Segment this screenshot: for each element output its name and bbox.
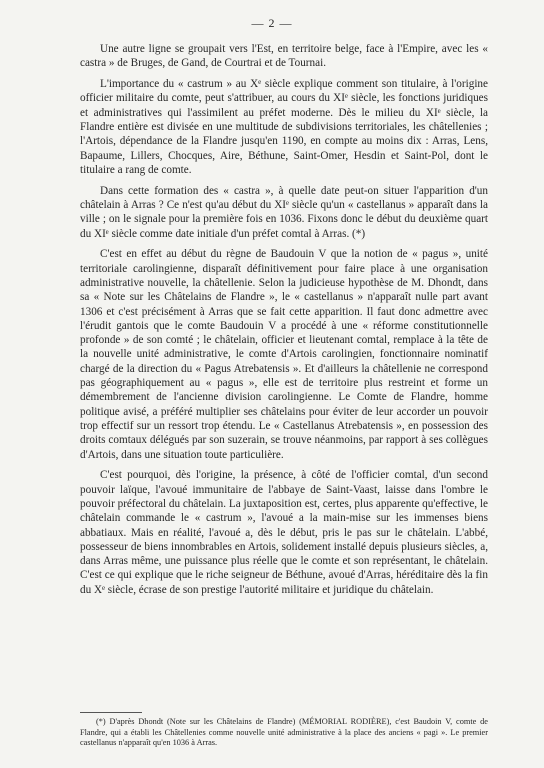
paragraph-3: Dans cette formation des « castra », à quelle date peut-on situer l'apparition d'un châtelain à Arras ? Ce n'est qu'au début du XIᵉ siècle qu'un « castellanus » apparaît dans la ville ; on le signale pour la première fois en 1036. Fixons donc le début du deuxième quart du XIᵉ siècle comme date initiale d'un préfet comtal à Arras. (*): [80, 184, 488, 240]
paragraph-4: C'est en effet au début du règne de Baudouin V que la notion de « pagus », unité territoriale carolingienne, disparaît définitivement pour faire place à une organisation administrative nouvelle, la châtellenie. Selon la judicieuse hypothèse de M. Dhondt, dans sa « Note sur les Châtelains de Flandre », le « castellanus » n'apparaît nulle part avant 1306 et c'est précisément à Arras que se fait cette apparition. Il faut donc admettre avec l'érudit gantois que le comte Baudouin V a procédé à une « réforme constitutionnelle profonde » de son comté ; le châtelain, officier et lieutenant comtal, remplace à la tête de la nouvelle unité administrative, le comte d'Artois carolingien, fonctionnaire nominatif chargé de la direction du « Pagus Atrebatensis ». Et d'ailleurs la châtellenie ne correspond pas géographiquement au « pagus », elle est de territoire plus restreint et forme un démembrement de l'ancienne division carolingienne. Le Comte de Flandre, homme politique avisé, a préféré multiplier ses châtelains pour éviter de leur accorder un pouvoir trop effectif sur un ressort trop étendu. Le « Castellanus Atrebatensis », en possession des droits comtaux délégués par son suzerain, se trouve néanmoins, par rapport à ses collègues d'Artois, dans une situation toute particulière.: [80, 248, 488, 461]
page-number: — 2 —: [251, 16, 293, 30]
footnote: (*) D'après Dhondt (Note sur les Châtelains de Flandre) (MÉMORIAL RODIÈRE), c'est Baudoin V, comte de Flandre, qui a établi les Châtellenies comme nouvelle unité administrative à la place des anciens « pagi ». Le premier castellanus n'apparaît qu'en 1036 à Arras.: [80, 717, 488, 748]
paragraph-2: L'importance du « castrum » au Xᵉ siècle explique comment son titulaire, à l'origine officier militaire du comte, peut s'attribuer, au cours du XIᵉ siècle, les fonctions juridiques et administratives qui l'assimilent au préfet moderne. Dès le milieu du XIᵉ siècle, la Flandre entière est divisée en une multitude de subdivisions territoriales, les châtellenies ; l'Artois, dépendance de la Flandre jusqu'en 1190, en compte au moins dix : Arras, Lens, Bapaume, Lillers, Chocques, Aire, Béthune, Saint-Omer, Hesdin et Saint-Pol, dont le titulaire a rang de comte.: [80, 78, 488, 176]
paragraph-1: Une autre ligne se groupait vers l'Est, en territoire belge, face à l'Empire, avec les « castra » de Bruges, de Gand, de Courtrai et de Tournai.: [80, 43, 488, 70]
paragraph-5: C'est pourquoi, dès l'origine, la présence, à côté de l'officier comtal, d'un second pouvoir laïque, l'avoué immunitaire de l'abbaye de Saint-Vaast, laisse dans l'ombre le pouvoir préfectoral du châtelain. La juxtaposition est, certes, plus apparente qu'effective, le châtelain commande le « castrum », l'avoué a la main-mise sur les immenses biens abbatiaux. Mais en réalité, l'avoué a, dès le début, pris le pas sur le châtelain. L'abbé, possesseur de biens innombrables en Artois, solidement installé depuis plusieurs siècles, a, dans Arras même, une puissance plus réelle que le comte et son représentant, le châtelain. C'est ce qui explique que le riche seigneur de Béthune, avoué d'Arras, héréditaire dès la fin du Xᵉ siècle, écrase de son prestige l'autorité militaire et juridique du châtelain.: [80, 469, 488, 596]
body-text: [80, 42, 488, 603]
footnote-divider: [80, 712, 142, 713]
